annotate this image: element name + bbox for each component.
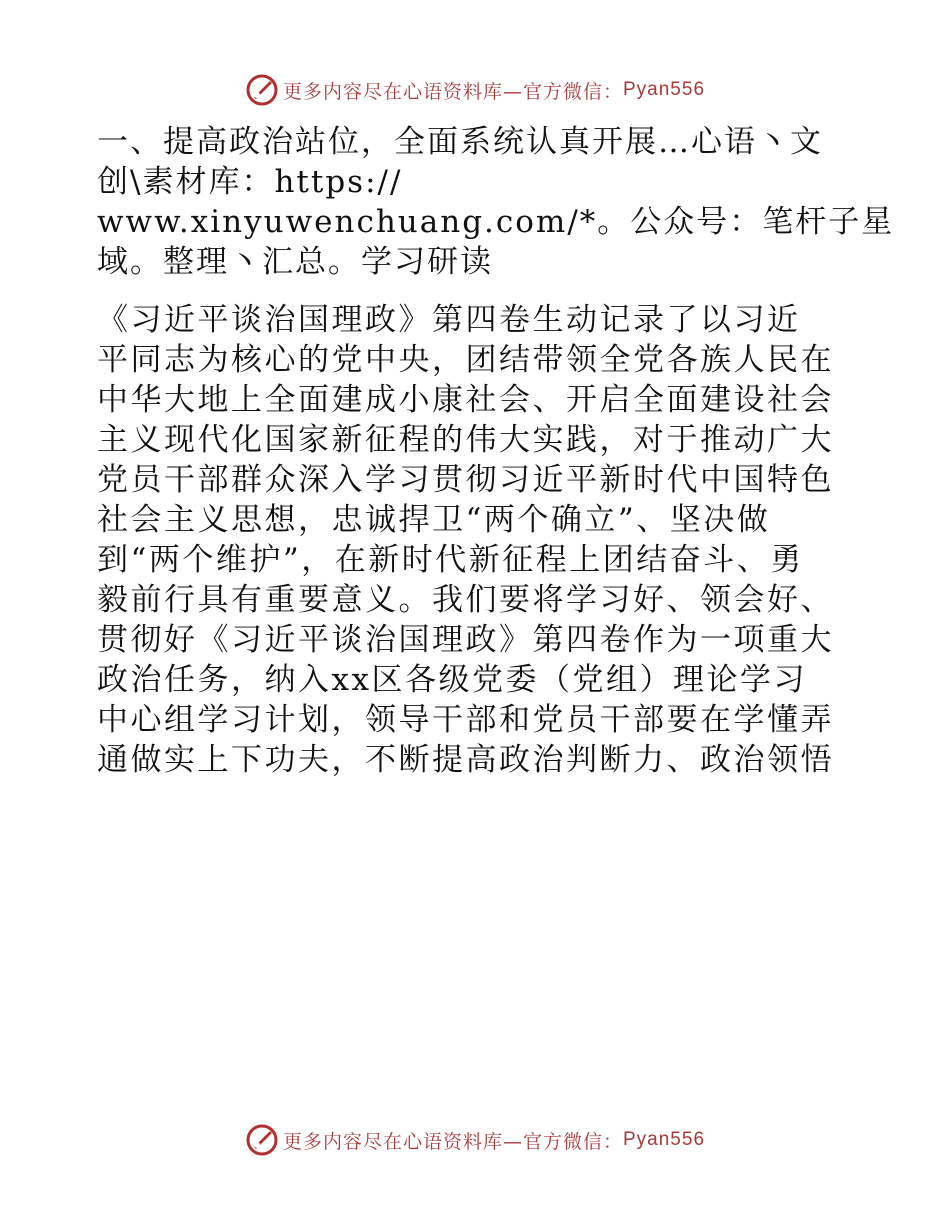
paragraph-line: 到“两个维护”，在新时代新征程上团结奋斗、勇 <box>97 542 804 578</box>
paragraph-line: 《习近平谈治国理政》第四卷生动记录了以习近 <box>97 302 801 338</box>
watermark-id: Pyan556 <box>623 79 706 100</box>
paragraph-line: 主义现代化国家新征程的伟大实践，对于推动广大 <box>97 422 834 458</box>
paragraph-line: 政治任务，纳入xx区各级党委（党组）理论学习 <box>97 662 807 698</box>
watermark-text: 更多内容尽在心语资料库—官方微信： <box>282 80 623 103</box>
paragraph-line: 毅前行具有重要意义。我们要将学习好、领会好、 <box>97 582 834 618</box>
paragraph-line: 平同志为核心的党中央，团结带领全党各族人民在 <box>97 342 834 378</box>
paragraph-line: 贯彻好《习近平谈治国理政》第四卷作为一项重大 <box>97 622 834 658</box>
section-heading <box>97 122 895 282</box>
heading-line: 域。整理丶汇总。学习研读 <box>97 244 493 280</box>
document-body <box>97 122 895 780</box>
heading-line: www.xinyuwenchuang.com/*。公众号：笔杆子星 <box>97 204 895 240</box>
paragraph-line: 中华大地上全面建成小康社会、开启全面建设社会 <box>97 382 834 418</box>
heading-line: 创\素材库：https:// <box>97 164 403 200</box>
paragraph-line: 社会主义思想，忠诚捍卫“两个确立”、坚决做 <box>97 502 771 538</box>
paragraph-line: 中心组学习计划，领导干部和党员干部要在学懂弄 <box>97 702 834 738</box>
logo-icon <box>245 1123 279 1157</box>
watermark-footer <box>0 1118 950 1162</box>
paragraph-line: 党员干部群众深入学习贯彻习近平新时代中国特色 <box>97 462 834 498</box>
body-paragraph <box>97 300 857 780</box>
watermark-header <box>0 68 950 112</box>
paragraph-line: 通做实上下功夫，不断提高政治判断力、政治领悟 <box>97 742 834 778</box>
logo-icon <box>245 73 279 107</box>
watermark-id: Pyan556 <box>623 1129 706 1150</box>
heading-line: 一、提高政治站位，全面系统认真开展…心语丶文 <box>97 124 823 160</box>
watermark-text: 更多内容尽在心语资料库—官方微信： <box>282 1130 623 1153</box>
